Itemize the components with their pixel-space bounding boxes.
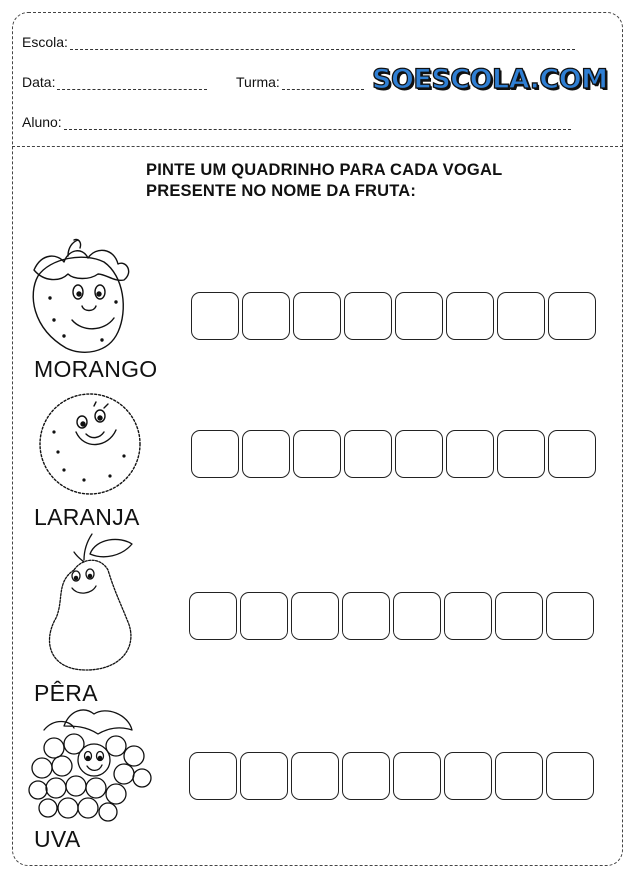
school-line[interactable] xyxy=(70,39,575,50)
vowel-boxes-uva[interactable] xyxy=(189,752,594,800)
student-label: Aluno: xyxy=(22,114,62,130)
fruit-label-laranja: LARANJA xyxy=(34,504,140,530)
vowel-box[interactable] xyxy=(548,430,596,478)
date-line[interactable] xyxy=(57,79,207,90)
vowel-box[interactable] xyxy=(293,430,341,478)
class-line[interactable] xyxy=(282,79,364,90)
fruit-label-uva: UVA xyxy=(34,826,81,852)
vowel-box[interactable] xyxy=(293,292,341,340)
grape-icon xyxy=(24,704,154,826)
vowel-box[interactable] xyxy=(393,752,441,800)
instruction-line-2: PRESENTE NO NOME DA FRUTA: xyxy=(146,182,417,200)
date-label: Data: xyxy=(22,74,56,90)
vowel-box[interactable] xyxy=(191,292,239,340)
vowel-box[interactable] xyxy=(242,430,290,478)
instruction xyxy=(146,160,502,202)
fruit-label-pera: PÊRA xyxy=(34,680,98,706)
school-label: Escola: xyxy=(22,34,68,50)
vowel-box[interactable] xyxy=(191,430,239,478)
vowel-box[interactable] xyxy=(444,752,492,800)
date-field[interactable] xyxy=(22,74,207,90)
site-logo: SOESCOLA.COM xyxy=(372,64,608,95)
vowel-box[interactable] xyxy=(291,752,339,800)
strawberry-icon xyxy=(24,236,144,358)
class-label: Turma: xyxy=(236,74,280,90)
class-field[interactable] xyxy=(236,74,364,90)
vowel-box[interactable] xyxy=(546,752,594,800)
vowel-box[interactable] xyxy=(240,752,288,800)
header-divider xyxy=(12,146,623,147)
vowel-box[interactable] xyxy=(395,292,443,340)
vowel-box[interactable] xyxy=(344,430,392,478)
student-field[interactable] xyxy=(22,114,571,130)
vowel-box[interactable] xyxy=(291,592,339,640)
vowel-box[interactable] xyxy=(495,592,543,640)
vowel-box[interactable] xyxy=(240,592,288,640)
vowel-box[interactable] xyxy=(395,430,443,478)
vowel-box[interactable] xyxy=(444,592,492,640)
school-field[interactable] xyxy=(22,34,575,50)
vowel-box[interactable] xyxy=(342,592,390,640)
vowel-box[interactable] xyxy=(446,430,494,478)
vowel-box[interactable] xyxy=(344,292,392,340)
orange-icon xyxy=(34,392,146,498)
vowel-boxes-pera[interactable] xyxy=(189,592,594,640)
vowel-box[interactable] xyxy=(495,752,543,800)
vowel-boxes-morango[interactable] xyxy=(191,292,596,340)
vowel-boxes-laranja[interactable] xyxy=(191,430,596,478)
vowel-box[interactable] xyxy=(342,752,390,800)
vowel-box[interactable] xyxy=(189,752,237,800)
fruit-label-morango: MORANGO xyxy=(34,356,158,382)
vowel-box[interactable] xyxy=(189,592,237,640)
vowel-box[interactable] xyxy=(242,292,290,340)
vowel-box[interactable] xyxy=(546,592,594,640)
pear-icon xyxy=(34,530,140,676)
vowel-box[interactable] xyxy=(497,430,545,478)
vowel-box[interactable] xyxy=(393,592,441,640)
student-line[interactable] xyxy=(64,119,571,130)
vowel-box[interactable] xyxy=(548,292,596,340)
vowel-box[interactable] xyxy=(446,292,494,340)
instruction-line-1: PINTE UM QUADRINHO PARA CADA VOGAL xyxy=(146,161,503,179)
vowel-box[interactable] xyxy=(497,292,545,340)
